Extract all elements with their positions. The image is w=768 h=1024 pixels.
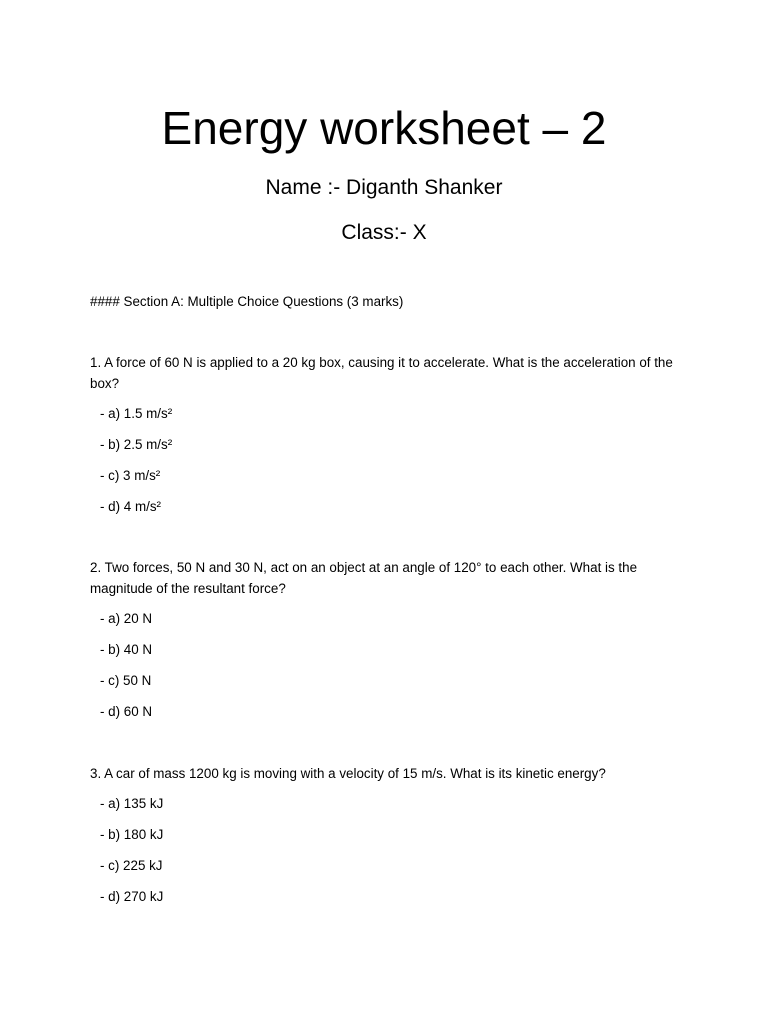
question-3-option-c: - c) 225 kJ bbox=[100, 858, 163, 873]
page-title: Energy worksheet – 2 bbox=[161, 102, 607, 154]
question-1-option-b: - b) 2.5 m/s² bbox=[100, 437, 173, 452]
question-2-option-a: - a) 20 N bbox=[100, 611, 153, 626]
question-1-option-d: - d) 4 m/s² bbox=[100, 499, 162, 514]
question-3-option-d: - d) 270 kJ bbox=[100, 889, 164, 904]
question-1-option-a: - a) 1.5 m/s² bbox=[100, 406, 173, 421]
question-1-option-c: - c) 3 m/s² bbox=[100, 468, 161, 483]
question-2-option-c: - c) 50 N bbox=[100, 673, 152, 688]
question-3-option-a: - a) 135 kJ bbox=[100, 796, 164, 811]
question-2: 2. Two forces, 50 N and 30 N, act on an object at an angle of 120° to each other. What is the magnitude of the resultant force? bbox=[90, 560, 638, 596]
question-2-option-d: - d) 60 N bbox=[100, 704, 153, 719]
question-2-option-b: - b) 40 N bbox=[100, 642, 153, 657]
section-heading: #### Section A: Multiple Choice Questions (3 marks) bbox=[90, 294, 404, 309]
question-3: 3. A car of mass 1200 kg is moving with a velocity of 15 m/s. What is its kinetic energy? bbox=[90, 766, 606, 781]
student-class: Class:- X bbox=[341, 221, 427, 244]
question-3-option-b: - b) 180 kJ bbox=[100, 827, 164, 842]
student-name: Name :- Diganth Shanker bbox=[265, 176, 503, 199]
question-1: 1. A force of 60 N is applied to a 20 kg box, causing it to accelerate. What is the acceleration of the box? bbox=[90, 355, 673, 391]
